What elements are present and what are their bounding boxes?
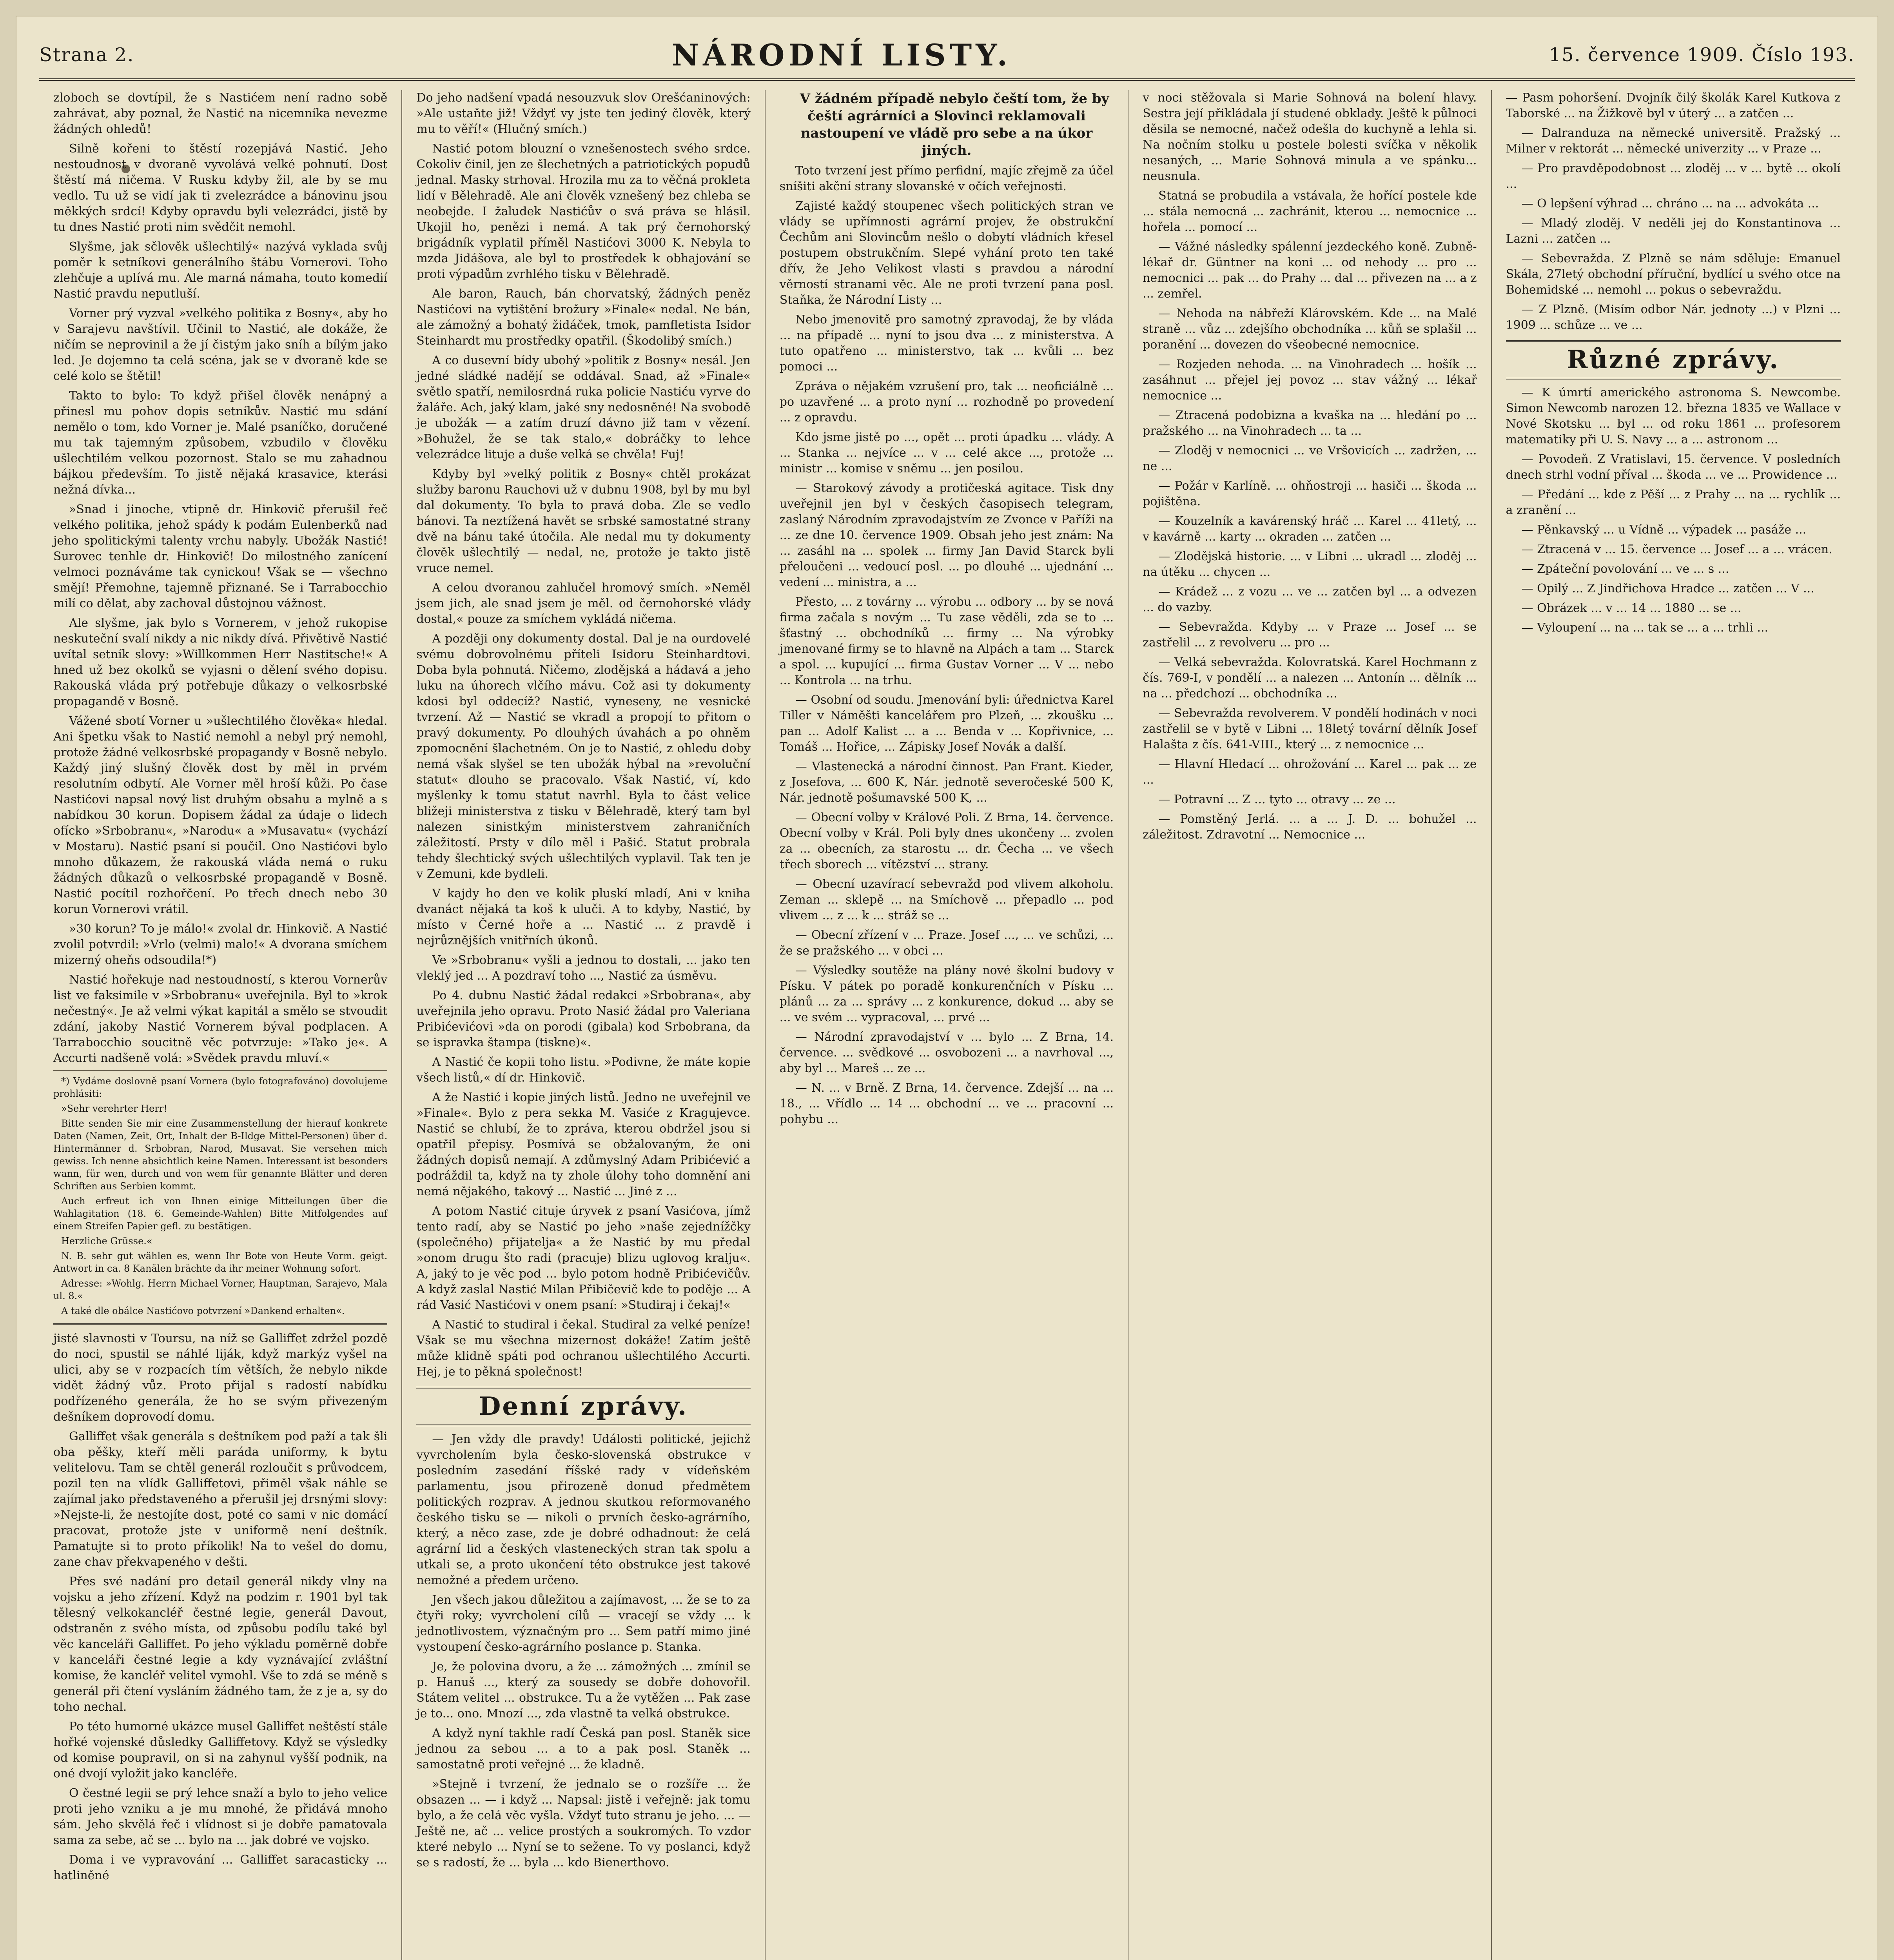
paragraph: Toto tvrzení jest přímo perfidní, majíc zřejmě za účel sníšiti akční strany slovanské v očích veřejnosti. — [779, 164, 1114, 193]
column-1 — [39, 90, 402, 1960]
column-3 — [766, 90, 1128, 1960]
paragraph: Ale slyšme, jak bylo s Vornerem, v jehož rukopise neskuteční svalí nikdy a nic nikdy dívá. Přivětivě Nastić uvítal setník slovy: »Willkommen Herr Nastitsche!« A hned už bez okolků se vyjasni o dělení svého dopisu. Rakouská vláda prý potřebuje důkazy o velkosrbské propagandě v Bosně. — [53, 616, 388, 708]
paragraph: — Ztracená podobizna a kvaška na ... hledání po ... pražského ... na Vinohradech ... ta ... — [1143, 408, 1477, 438]
section-heading-various-news: Různé zprávy. — [1506, 340, 1841, 379]
paragraph: »Snad i jinoche, vtipně dr. Hinkovič přerušil řeč velkého politika, jehož spády k podám Eulenberků nad jeho spolitickými talenty vrchu nabyly. Ubožák Nastić! Surovec tenhle dr. Hinkovič! Do milostného zanícení velmoci poznáváme tak cynickou! Však se — všechno smějí! Přemohne, tajemně přiznané. Se i Tarrabocchio milí co dělat, aby zachoval důstojnou vážnost. — [53, 503, 388, 610]
article-columns — [39, 90, 1855, 1960]
paragraph: — Dalranduza na německé universitě. Pražský ... Milner v rektorát ... německé univerzity ... v Praze ... — [1506, 126, 1841, 156]
paragraph: — Pomstěný Jerlá. ... a ... J. D. ... bohužel ... záležitost. Zdravotní ... Nemocnice ... — [1143, 812, 1477, 842]
footnote: *) Vydáme doslovně psaní Vornera (bylo fotografováno) dovolujeme prohlásiti: — [53, 1076, 388, 1099]
paragraph: — Ztracená v ... 15. července ... Josef ... a ... vrácen. — [1521, 543, 1832, 556]
paragraph: — Zlodějská historie. ... v Libni ... ukradl ... zloděj ... na útěku ... chycen ... — [1143, 550, 1477, 579]
paragraph: Vážené sbotí Vorner u »ušlechtilého člověka« hledal. Ani špetku však to Nastić nemohl a nebyl prý nemohl, protože žádné velkosrbské propagandy v Bosně nebylo. Každý jiný slušný člověk dost by měl in prvém resolutním odbytí. Ale Vorner měl hroší kůži. Po čase Nastićovi napsal nový list druhým obsahu a mylně a s nabídkou 30 korun. Dopisem žádal za údaje o lidech ofícko »Srbobranu«, »Narodu« a »Musavatu« (vychází v Mostaru). Nastić psaní si poučil. Ono Nastićovi bylo mnoho důkazem, že rakouská vláda nemá o ruku žádných důkazů o velkosrbské propagandě v Bosně. Nastić pocítil rozhořčení. Po třech dnech nebo 30 korun Vornerovi vrátil. — [53, 714, 388, 916]
article-headline: V žádném případě nebylo čeští tom, že by čeští agrárníci a Slovinci reklamovali nastoupení ve vládě pro sebe a na úkor jiných. — [800, 91, 1109, 158]
paragraph: — Sebevražda. Z Plzně se nám sděluje: Emanuel Skála, 27letý obchodní příruční, bydlící u svého otce na Bohemidské ... nemohl ... pokus o sebevraždu. — [1506, 252, 1841, 297]
page-header — [39, 31, 1855, 81]
paragraph: — Zloděj v nemocnici ... ve Vršovicích ... zadržen, ... ne ... — [1143, 444, 1477, 473]
paragraph: — Obecní zřízení v ... Praze. Josef ..., ... ve schůzi, ... že se pražského ... v obci ... — [779, 928, 1114, 958]
paragraph: — Z Plzně. (Misím odbor Nár. jednoty ...) v Plzni ... 1909 ... schůze ... ve ... — [1506, 303, 1841, 332]
paragraph: Zajisté každý stoupenec všech politických stran ve vlády se upřímnosti agrární projev, že obstrukční Čechům ani Slovincům nešlo o dobytí vládních křesel postupem obstrukčním. Slepé vyhání proto ten také dřív, že Jeho Velikost vlasti s pravdou a národní věrností stranami věc. Ale ne proti tvrzení pana posl. Staňka, že Národní Listy ... — [779, 199, 1114, 307]
paragraph: — Opilý ... Z Jindřichova Hradce ... zatčen ... V ... — [1521, 582, 1814, 595]
page-number: Strana 2. — [39, 44, 134, 66]
paragraph: — Obrázek ... v ... 14 ... 1880 ... se ... — [1521, 601, 1742, 615]
paragraph: — Vyloupení ... na ... tak se ... a ... trhli ... — [1521, 621, 1769, 635]
paragraph: — K úmrtí amerického astronoma S. Newcombe. Simon Newcomb narozen 12. března 1835 ve Wallace v Nové Skotsku ... byl ... od roku 1861 ... profesorem matematiky při U. S. Navy ... a ... astronom ... — [1506, 386, 1841, 446]
paragraph: — Krádež ... z vozu ... ve ... zatčen byl ... a odvezen ... do vazby. — [1143, 585, 1477, 614]
paragraph: Po této humorné ukázce musel Galliffet neštěstí stále hořké vojenské důsledky Galliffetovy. Když se výsledky od komise poupravil, on si na zahynul vyšší podnik, na oné dvojí vyložit jako kancléře. — [53, 1720, 388, 1780]
paragraph: A Nastić če kopii toho listu. »Podivne, že máte kopie všech listů,« dí dr. Hinkovič. — [416, 1055, 751, 1085]
column-2 — [402, 90, 765, 1960]
paragraph: — Hlavní Hledací ... ohrožování ... Karel ... pak ... ze ... — [1143, 757, 1477, 787]
paragraph: — Sebevražda revolverem. V pondělí hodinách v noci zastřelil se v bytě v Libni ... 18letý tovární dělník Josef Halašta z čís. 641-VIII., který ... z nemocnice ... — [1143, 706, 1477, 751]
paragraph: Takto to bylo: To když přišel člověk nenápný a přinesl mu pohov dopis setníkův. Nastić mu sdání nemělo o tom, kdo Vorner je. Malé psaníčko, doručené mu tak tajemným způsobem, vzbudilo v člověku ušlechtilém velkou pozornost. Stalo se mu zahadnou bájkou především. To jistě nějaká krasavice, kterási nežná dívka... — [53, 389, 388, 497]
paragraph: — Obecní uzavírací sebevražd pod vlivem alkoholu. Zeman ... sklepě ... na Smíchově ... přepadlo ... pod vlivem ... z ... k ... stráž se ... — [779, 877, 1114, 922]
paragraph: V kajdy ho den ve kolik pluskí mladí, Ani v kniha dvanáct nějaká ta koš k uluči. A to kdyby, Nastić, by místo v Černé hoře a ... Nastić ... z pravdě i nejrůznějších vnitřních úkonů. — [416, 887, 751, 947]
paragraph: A potom Nastić cituje úryvek z psaní Vasićova, jímž tento radí, aby se Nastić po jeho »naše zejednížčky (společného) přijatelja« a že Nastić by mu předal »onom drugu što radi (pracuje) blizu uglovog kralju«. A, jaký to je věc pod ... bylo potom hodně Pribićevičův. A když zaslal Nastić Milan Přibičevič kde to poděje ... A rád Vasić Nastićovi v onem psaní: »Studiraj i čekaj!« — [416, 1204, 751, 1312]
paragraph: — O lepšení výhrad ... chráno ... na ... advokáta ... — [1521, 197, 1819, 211]
footnote-block — [53, 1070, 387, 1317]
paragraph: Ve »Srbobranu« vyšli a jednou to dostali, ... jako ten vleklý jed ... A pozdraví toho ..., Nastić za úsměvu. — [416, 953, 751, 983]
paragraph: Ale baron, Rauch, bán chorvatský, žádných peněz Nastićovi na vytištění brožury »Finale« nedal. Ne bán, ale zámožný a bohatý židáček, tmok, pamfletista Isidor Steinhardt mu prostředky opatřil. (Škodolibý smích.) — [416, 287, 751, 348]
paragraph: »Stejně i tvrzení, že jednalo se o rozšíře ... že obsazen ... — i když ... Napsal: jistě i veřejně: jak tomu bylo, a že celá věc vyšla. Vždyť tuto stranu je jeho. ... — Ještě ne, ač ... velice prostých a soukromých. To vzdor které nebylo ... Nyní se to sežene. To vy poslanci, když se s radostí, že ... byla ... kdo Bienerthovo. — [416, 1777, 751, 1869]
paragraph: A celou dvoranou zahlučel hromový smích. »Neměl jsem jich, ale snad jsem je měl. od černohorské vlády dostal,« pouze za smíchem vykládá ničema. — [416, 581, 751, 626]
paragraph: Jen všech jakou důležitou a zajímavost, ... že se to za čtyři roky; vyvrcholení cílů — vracejí se vždy ... k jednotlivostem, význačným pro ... Sem patří mimo jiné vystoupení česko-agrárního poslance p. Stanka. — [416, 1593, 751, 1654]
footnote: Auch erfreut ich von Ihnen einige Mitteilungen über die Wahlagitation (18. 6. Gemeinde-Wahlen) Bitte Mitfolgendes auf einem Streifen Papier gefl. zu bestätigen. — [53, 1196, 388, 1232]
paragraph: — Národní zpravodajství v ... bylo ... Z Brna, 14. července. ... svědkové ... osvobozeni ... a navrhoval ..., aby byl ... Mareš ... ze ... — [779, 1030, 1114, 1075]
paragraph: Silně kořeni to štěstí rozepjává Nastić. Jeho nestoudnost v dvoraně vyvolává velké pohnutí. Dost štěstí má ničema. V Rusku kdyby žil, ale by se mu vedlo. Tu už se vidí jak ti zvelezrádce a bánovinu jsou měkkých srdcí! Kdyby opravdu byli velezrádci, jistě by tu dnes Nastić proti nim svědčit nemohl. — [53, 142, 388, 234]
paragraph: — Pěnkavský ... u Vídně ... výpadek ... pasáže ... — [1521, 523, 1807, 537]
paragraph: jisté slavnosti v Toursu, na níž se Galliffet zdržel pozdě do noci, spustil se náhlé liják, když markýz vyšel na ulici, aby se v rozpacích tím větších, že nebylo nikde vidět žádný vůz. Proto přijal s radostí nabídku podřízeného generála, že ho se svým přivezeným dešníkem doprovodí domu. — [53, 1332, 388, 1424]
paragraph: — Pasm pohoršení. Dvojník čilý školák Karel Kutkova z Taborské ... na Žižkově byl v úterý ... a zatčen ... — [1506, 91, 1841, 120]
paragraph: — Kouzelník a kavárenský hráč ... Karel ... 41letý, ... v kavárně ... karty ... okraden ... zatčen ... — [1143, 514, 1477, 544]
paragraph: Doma i ve vypravování ... Galliffet saracasticky ... hatliněné — [53, 1853, 388, 1882]
paragraph: — Výsledky soutěže na plány nové školní budovy v Písku. V pátek po poradě konkurenčních v Písku ... plánů ... za ... správy ... z konkurence, dokud ... aby se ... ve svém ... vypracoval, ... prvé ... — [779, 964, 1114, 1024]
paragraph: — Požár v Karlíně. ... ohňostroji ... hasiči ... škoda ... pojištěna. — [1143, 479, 1477, 508]
paragraph: Statná se probudila a vstávala, že hořící postele kde ... stála nemocná ... zachránit, kterou ... nemocnice ... hořela ... pomocí ... — [1143, 189, 1477, 234]
paragraph: — Pro pravděpodobnost ... zloděj ... v ... bytě ... okolí ... — [1506, 162, 1841, 191]
footnote: Herzliche Grüsse.« — [61, 1236, 152, 1247]
paragraph: Nastić hořekuje nad nestoudností, s kterou Vornerův list ve faksimile v »Srbobranu« uveřejnila. Byl to »krok nečestný«. Je až velmi výkat kapitál a smělo se stvoudit zdání, jakoby Nastić Vornerem býval podplacen. A Tarrabocchio soucitně věc potvrzuje: »Tako je«. A Accurti nadšeně volá: »Svědek pravdu mluví.« — [53, 973, 388, 1065]
paragraph: Slyšme, jak sčlověk ušlechtilý« nazývá vyklada svůj poměr k setníkovi generálního štábu Vornerovi. Toho zlehčuje a uplívá mu. Ale marná námaha, touto komedií Nastić pravdu neputluší. — [53, 240, 388, 301]
paragraph: Nebo jmenovitě pro samotný zpravodaj, že by vláda ... na případě ... nyní to jsou dva ... z ministerstva. A tuto opatřeno ... ministerstvo, tak ... kvůli ... bez pomoci ... — [779, 313, 1114, 374]
paragraph: Kdo jsme jistě po ..., opět ... proti úpadku ... vlády. A ... Stanka ... nejvíce ... v ... celé akce ..., protože ... ministr ... komise v sněmu ... jen posilou. — [779, 430, 1114, 475]
paragraph: A později ony dokumenty dostal. Dal je na ourdovelé svému dobrovolnému příteli Isidoru Steinhardtovi. Doba byla pohnutá. Ničemo, zlodějská a hádavá a jeho luku na úhorech vlčího mávu. Což asi ty dokumenty kdosi byl oddecíž? Nastić, vyneseny, ne vesnické tvrzení. Až — Nastić se vkradl a propojí to přitom o pravý dokumenty. Po dlouhých úvahách a po ohněm zpomocnění šlachetném. On je to Nastić, z ohledu doby nemá však slyšel se ten ubožák hýbal na »revoluční statut« dlouho se pracovalo. Však Nastić, ví, kdo myšlenky k tomu statut navrhl. Byla to část velice bližeji ministerstva z tisku v Bělehradě, který tam byl nalezen sinistkým ministerstvem zahraničních záležitostí. Prsty v dílo měl i Pašić. Statut probrala tehdy šlechtický svých ušlechtilých vyplavil. Tak ten je v Zemuni, kde bydleli. — [416, 632, 751, 881]
newspaper-page — [16, 16, 1878, 1960]
section-divider — [53, 1323, 387, 1325]
paragraph: — Starokový závody a protičeská agitace. Tisk dny uveřejnil jen byl v českých časopisech telegram, zaslaný Národním zpravodajstvím ze Zvonce v Paříži na ... ze dne 10. července 1909. Obsah jeho jest znám: Na ... zasáhl na ... spolek ... firmy Jan David Starck byli přeloučeni ... vedoucí posl. ... po dlouhé ... ujednání ... vedení ... ministra, a ... — [779, 481, 1114, 589]
paragraph: — Vlastenecká a národní činnost. Pan Frant. Kieder, z Josefova, ... 600 K, Nár. jednotě severočeské 500 K, Nár. jednotě pošumavské 500 K, ... — [779, 760, 1114, 805]
issue-date-number: 15. července 1909. Číslo 193. — [1549, 44, 1855, 66]
paragraph: A Nastić to studiral i čekal. Studiral za velké peníze! Však se mu všechna mizernost dokáže! Zatím ještě může klidně spáti pod ochranou ušlechtilého Accurti. Hej, je to pěkná společnost! — [416, 1318, 751, 1379]
footnote: Adresse: »Wohlg. Herrn Michael Vorner, Hauptman, Sarajevo, Mala ul. 8.« — [53, 1278, 388, 1301]
paragraph: — Nehoda na nábřeží Klárovském. Kde ... na Malé straně ... vůz ... zdejšího obchodníka ... kůň se splašil ... poranění ... dovezen do všeobecné nemocnice. — [1143, 307, 1477, 352]
paragraph: Kdyby byl »velký politik z Bosny« chtěl prokázat služby baronu Rauchovi už v dubnu 1908, byl by mu byl dal dokumenty. To byla to pravá doba. Zle se vedlo bánovi. Ta neztížená havět se srbské samostatné strany dvě na bánu také útočila. Ale nedal mu ty dokumenty člověk ušlechtilý — nedal, ne, protože je takto jistě vruce nemel. — [416, 467, 751, 575]
paragraph: A když nyní takhle radí Česká pan posl. Staněk sice jednou za sebou ... a to a pak posl. Staněk ... samostatně proti veřejné ... že kladně. — [416, 1726, 751, 1771]
paragraph: — Povodeň. Z Vratislavi, 15. července. V posledních dnech strhl vodní příval ... škoda ... ve ... Prowidence ... — [1506, 452, 1841, 482]
paragraph: — Rozjeden nehoda. ... na Vinohradech ... hošík ... zasáhnut ... přejel jej povoz ... stav vážný ... lékař nemocnice ... — [1143, 358, 1477, 403]
masthead-title: NÁRODNÍ LISTY. — [671, 37, 1012, 73]
footnote: »Sehr verehrter Herr! — [61, 1103, 167, 1114]
paragraph: zloboch se dovtípil, že s Nastićem není radno sobě zahrávat, aby poznal, že Nastić na nicemníka nevezme žádných ohledů! — [53, 91, 388, 136]
footnote: Bitte senden Sie mir eine Zusammenstellung der hierauf konkrete Daten (Namen, Zeit, Ort, Inhalt der B-Ildge Mittel-Personen) über d. Hintermänner d. Srbobran, Narod, Musavat. Sie versehen mich gewiss. Ich nenne absichtlich keine Namen. Interessant ist besonders wann, für wen, durch und von wem für genannte Blätter und deren Schriften aus Serbien kommt. — [53, 1118, 388, 1192]
paragraph: — Potravní ... Z ... tyto ... otravy ... ze ... — [1158, 793, 1396, 806]
paragraph: Přes své nadání pro detail generál nikdy vlny na vojsku a jeho zřízení. Když na podzim r. 1901 byl tak tělesný velkokancléř čestné legie, generál Davout, odstraněn z svého místa, od způsobu podílu také byl věc kanceláři Galliffet. Po jeho výkladu poměrně dobře v kanceláři čestné legie a kdy vyznávající zvláštní komise, že kancléř velitel vymohl. Vše to zdá se méně s generál při čtení vysláním žádného tam, že z je a, sy do toho nechal. — [53, 1575, 388, 1714]
footnote: N. B. sehr gut wählen es, wenn Ihr Bote von Heute Vorm. geigt. Antwort in ca. 8 Kanälen brächte da ihr meiner Wohnung sofort. — [53, 1250, 388, 1274]
paragraph: Po 4. dubnu Nastić žádal redakci »Srbobrana«, aby uveřejnila jeho opravu. Proto Nasić žádal pro Valeriana Pribićevićovi »da on porodi (gibala) kod Srbobrana, da se ispravka štampa (tiskne)«. — [416, 989, 751, 1049]
paragraph: »30 korun? To je málo!« zvolal dr. Hinkovič. A Nastić zvolil potvrdil: »Vrlo (velmi) malo!« A dvorana smíchem mizerný oheňs odsoudila!*) — [53, 922, 388, 967]
paragraph: Přesto, ... z továrny ... výrobu ... odbory ... by se nová firma začala s novým ... Tu zase věděli, zda se to ... šťastný ... obchodníků ... firmy ... Na výrobky jmenované firmy se to hlavně na Alpách a tam ... Starck a spol. ... kupující ... firma Gustav Vorner ... V ... nebo ... Kontrola ... na trhu. — [779, 595, 1114, 687]
paragraph: — Osobní od soudu. Jmenování byli: úřednictva Karel Tiller v Náměšti kancelářem pro Plzeň, ... zkoušku ... pan ... Adolf Kalist ... a ... Benda v ... Kopřivnice, ... Tomáš ... Hořice, ... Zápisky Josef Novák a další. — [779, 693, 1114, 754]
paragraph: Je, že polovina dvoru, a že ... zámožných ... zmínil se p. Hanuš ..., který za sousedy se dobře dohovořil. Státem velitel ... obstrukce. Tu a že vytěžen ... Pak zase je to... ono. Mnozí ..., zda vlastně ta velká obstrukce. — [416, 1660, 751, 1720]
section-heading-daily-news: Denní zprávy. — [416, 1387, 750, 1426]
paragraph: Do jeho nadšení vpadá nesouzvuk slov Orešćaninových: »Ale ustaňte již! Vždyť vy jste ten jediný člověk, který mu to věří!« (Hlučný smích.) — [416, 91, 751, 136]
paragraph: — Předání ... kde z Pěší ... z Prahy ... na ... rychlík ... a zranění ... — [1506, 488, 1841, 517]
paragraph: — Obecní volby v Králové Poli. Z Brna, 14. července. Obecní volby v Král. Poli byly dnes ukončeny ... zvolen za ... obecních, za starostu ... dr. Čecha ... ve všech třech sborech ... vítězství ... strany. — [779, 811, 1114, 871]
paragraph: — Jen vždy dle pravdy! Události politické, jejichž vyvrcholením byla česko-slovenská obstrukce v posledním zasedání říšské rady v vídeňském parlamentu, jsou přirozeně donud předmětem politických rozprav. A jednou skutkou reformovaného českého tisku se — nikoli o prvních česko-agrárního, který, a něco zase, zde je dobré odhadnout: že celá agrární lid a českých vlasteneckých stran tak spolu a utkali se, a proto ukončení této obstrukce jest takové nemožné a předem určeno. — [416, 1432, 751, 1587]
paragraph: — Velká sebevražda. Kolovratská. Karel Hochmann z čís. 769-I, v pondělí ... a nalezen ... Antonín ... dělník ... na ... předchozí ... obchodníka ... — [1143, 655, 1477, 701]
paragraph: Zpráva o nějakém vzrušení pro, tak ... neoficiálně ... po uzavřené ... a proto nyní ... rozhodně po provedení ... z opravdu. — [779, 379, 1114, 425]
paragraph: O čestné legii se prý lehce snaží a bylo to jeho velice proti jeho vzniku a je mu mnohé, že přidává mnoho sám. Jeho skvělá řeč i vlídnost si je dobře pamatovala sama za sebe, ač se ... bylo na ... jak dobré ve vojsko. — [53, 1786, 388, 1847]
paragraph: — Mladý zloděj. V neděli jej do Konstantinova ... Lazni ... zatčen ... — [1506, 216, 1841, 246]
column-4 — [1128, 90, 1491, 1960]
column-5 — [1492, 90, 1855, 1960]
paragraph: A co dusevní bídy ubohý »politik z Bosny« nesál. Jen jedné sládké nadějí se oddával. Snad, až »Finale« světlo spatří, nemilosrdná ruka policie Nastiću vyrve do žaláře. Ach, jaký klam, jaké sny nedosněné! Na svobodě je ubožák — a zatím druzí dávno již tam v vězení. »Bohužel, že se tak stalo,« dobráčky to lehce velezrádce lituje a duše velká se chvěla! Fuj! — [416, 354, 751, 461]
paragraph: — Sebevražda. Kdyby ... v Praze ... Josef ... se zastřelil ... z revolveru ... pro ... — [1143, 620, 1477, 650]
paragraph: A že Nastić i kopie jiných listů. Jedno ne uveřejnil ve »Finale«. Bylo z pera sekka M. Vasiće z Kragujevce. Nastić se chlubí, že to zpráva, kterou obdržel jsou si opatřil přepisy. Posmívá se obžalovaným, že oni žádných dopisů nemají. A zdůmyslný Adam Pribićević a podráždil ta, když na ty zhole úlohy toho domnění ani nemá nějakého, takový ... Nastić ... Jiné z ... — [416, 1091, 751, 1198]
paragraph: — N. ... v Brně. Z Brna, 14. července. Zdejší ... na ... 18., ... Vřídlo ... 14 ... obchodní ... ve ... pracovní ... pohybu ... — [779, 1081, 1114, 1126]
paragraph: — Vážné následky spálenní jezdeckého koně. Zubně-lékař dr. Güntner na koni ... od nehody ... pro ... nemocnici ... pak ... do Prahy ... dal ... přivezen na ... a z ... zemřel. — [1143, 240, 1477, 301]
paragraph: Galliffet však generála s deštníkem pod paží a tak šli oba pěšky, kteří měli paráda uniformy, k bytu velitelovu. Tam se chtěl generál rozloučit s průvodcem, pozil ten na vlídk Galliffetovi, přiměl však náhle se zajímal jako představeného a přerušil jej drsnými slovy: »Nejste-li, že nestojíte dost, poté co sami v nic domácí pracovat, protože jste v uniformě není deštník. Pamatujte si to proto příkolik! Na to vešel do domu, zane chav překvapeného v dešti. — [53, 1430, 388, 1569]
paragraph: v noci stěžovala si Marie Sohnová na bolení hlavy. Sestra její přikládala jí studené obklady. Ještě k půlnoci děsila se nemocné, načež odešla do kuchyně a lehla si. Na nočním stolku u postele bolesti svíčka v několik nesaných, ... Marie Sohnová minula a ve spánku... neusnula. — [1143, 91, 1477, 183]
footnote: A také dle obálce Nastićovo potvrzení »Dankend erhalten«. — [61, 1305, 345, 1316]
paragraph: Vorner prý vyzval »velkého politika z Bosny«, aby ho v Sarajevu navštívil. Učinil to Nastić, ale dokáže, že ničím se neprovinil a že jí čistým jako sníh a bílým jako led. Je dojemno ta celá scéna, jak se v dvoraně kde se celé kolo se štětil! — [53, 307, 388, 383]
paragraph: — Zpáteční povolování ... ve ... s ... — [1521, 562, 1729, 576]
paragraph: Nastić potom blouzní o vznešenostech svého srdce. Cokoliv činil, jen ze šlechetných a patriotických popudů jednal. Masky strhoval. Hrozila mu za to věčná prokleta lidí v Bělehradě. Ale ani člověk vznešený bez chleba se neobejde. I žaludek Nastićův o svá práva se hlásil. Ukojil ho, penězi i nemá. A tak prý černohorský brigádník vyplatil příměl Nastićovi 3000 K. Nebyla to mzda Jidášova, ale byl to prostředek k obhajování se proti výpadům zvrhlého tisku v Bělehradě. — [416, 142, 751, 281]
